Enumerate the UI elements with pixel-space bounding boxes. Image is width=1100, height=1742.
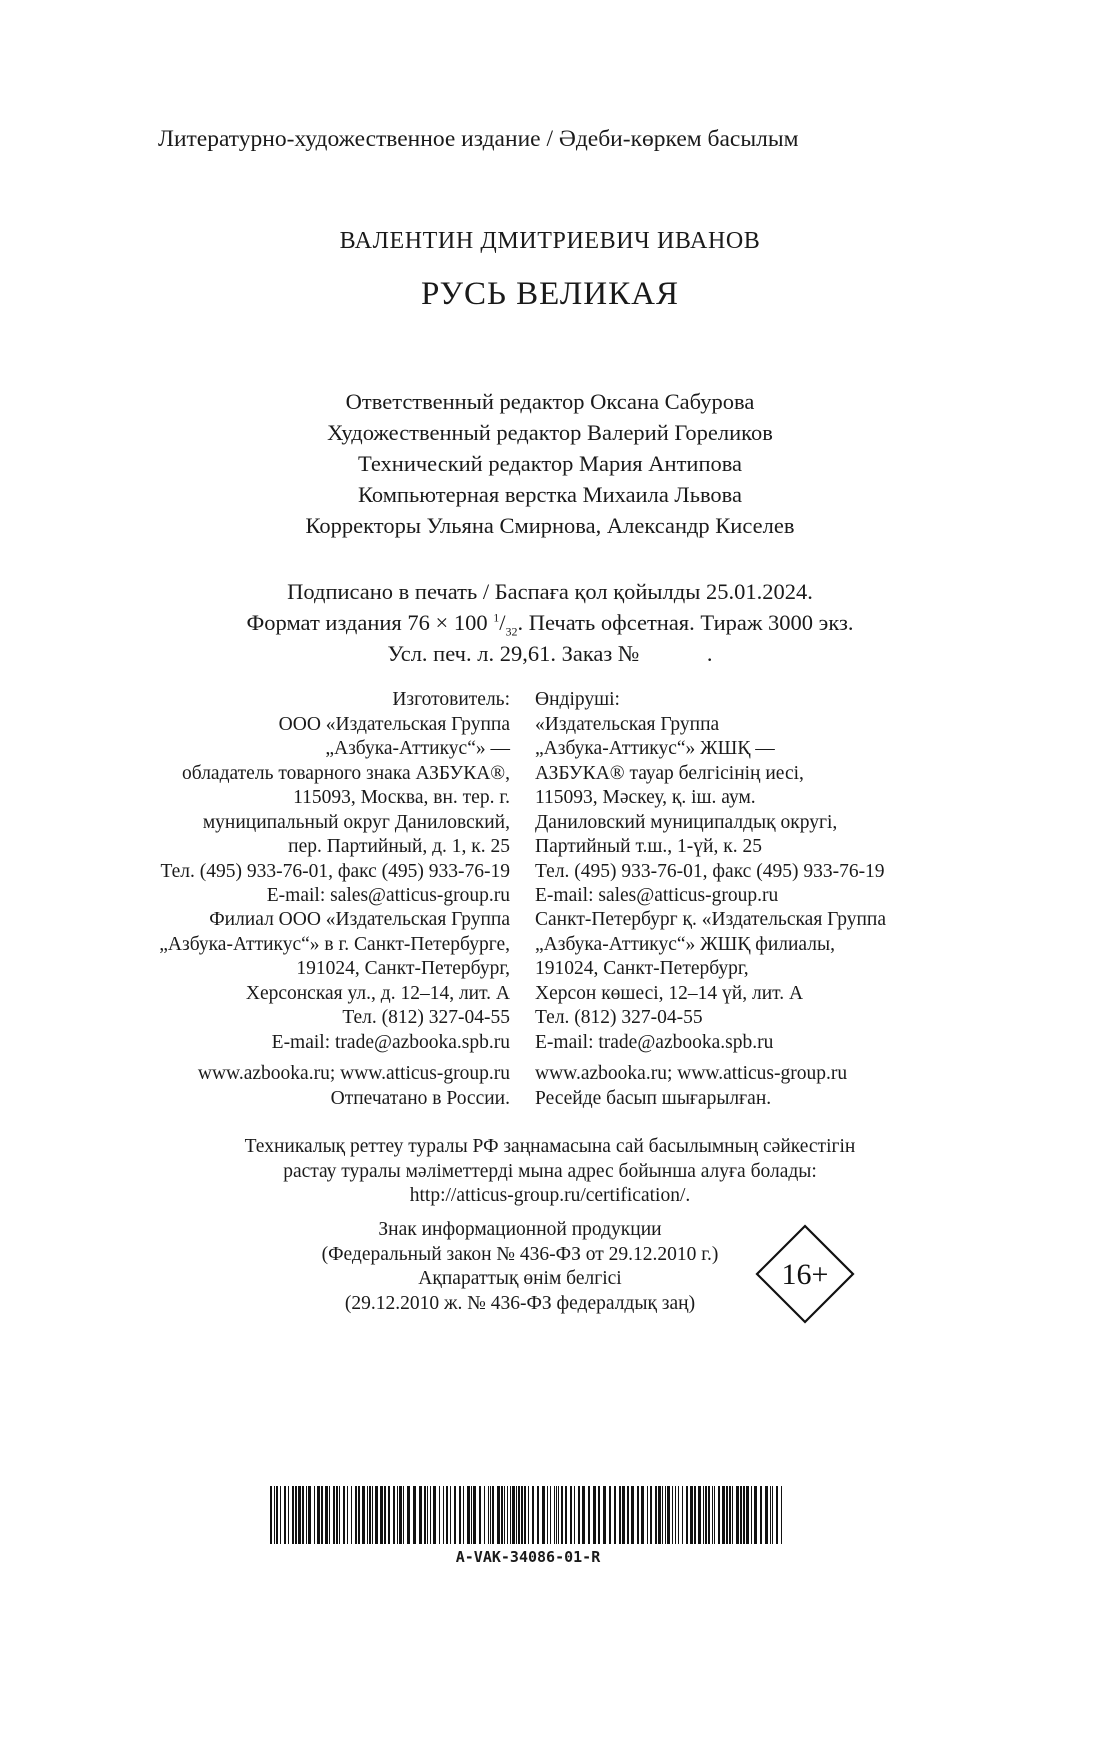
barcode-bar: [375, 1486, 378, 1544]
barcode-bar: [732, 1486, 733, 1544]
text-line: 115093, Москва, вн. тер. г.: [293, 787, 510, 808]
format-suffix: . Печать офсетная. Тираж 3000 экз.: [517, 610, 854, 635]
website-links[interactable]: www.azbooka.ru; www.atticus-group.ru: [535, 1063, 848, 1084]
barcode-bar: [754, 1486, 757, 1544]
web-kz: [535, 1062, 847, 1111]
barcode-bar: [578, 1486, 580, 1544]
barcode-bar: [647, 1486, 648, 1544]
barcode-bar: [718, 1486, 720, 1544]
format-prefix: Формат издания 76 × 100: [246, 610, 494, 635]
barcode-bar: [459, 1486, 461, 1544]
sheets-line: Усл. печ. л. 29,61. Заказ № .: [387, 641, 713, 666]
credit-line: Корректоры Ульяна Смирнова, Александр Киселев: [305, 513, 795, 538]
barcode-bar: [302, 1486, 304, 1544]
age-rating-text: 16+: [781, 1258, 829, 1291]
text-line: ООО «Издательская Группа: [278, 713, 510, 735]
barcode-bar: [473, 1486, 476, 1544]
barcode-bar: [467, 1486, 470, 1544]
barcode-bar: [521, 1486, 523, 1544]
barcode-bar: [743, 1486, 745, 1544]
text-line: пер. Партийный, д. 1, к. 25: [288, 836, 510, 857]
barcode-bar: [314, 1486, 315, 1544]
barcode-bar: [355, 1486, 357, 1544]
barcode-bar: [675, 1486, 676, 1544]
barcode-bar: [450, 1486, 451, 1544]
text-line: Ақпараттық өнім белгісі: [418, 1268, 622, 1289]
email-link[interactable]: E-mail: trade@azbooka.spb.ru: [535, 1031, 774, 1053]
barcode-bar: [372, 1486, 373, 1544]
barcode-bar: [614, 1486, 616, 1544]
text-line: (29.12.2010 ж. № 436-ФЗ федералдық заң): [344, 1292, 696, 1314]
barcode-bar: [712, 1486, 713, 1544]
text-line: Херсон көшесі, 12–14 үй, лит. А: [535, 982, 804, 1004]
barcode-bar: [329, 1486, 330, 1544]
barcode-bar: [280, 1486, 281, 1544]
barcode-bar: [333, 1486, 335, 1544]
barcode-bar: [403, 1486, 404, 1544]
barcode-bar: [292, 1486, 294, 1544]
barcode-bar: [655, 1486, 657, 1544]
barcode-bar: [384, 1486, 386, 1544]
format-num: 1: [493, 610, 500, 625]
text-line: Даниловский муниципалдық округі,: [535, 811, 838, 833]
branch-ru: [159, 908, 510, 1055]
barcode-bar: [471, 1486, 472, 1544]
barcode-bar: [532, 1486, 534, 1544]
barcode-bar: [556, 1486, 557, 1544]
barcode-bar: [284, 1486, 286, 1544]
website-links[interactable]: www.azbooka.ru; www.atticus-group.ru: [197, 1063, 510, 1084]
text-line: „Азбука-Аттикус“» ЖШҚ филиалы,: [535, 933, 835, 955]
barcode-bar: [565, 1486, 567, 1544]
author-name: ВАЛЕНТИН ДМИТРИЕВИЧ ИВАНОВ: [339, 228, 761, 254]
text-line: Филиал ООО «Издательская Группа: [209, 909, 510, 930]
barcode-bar: [288, 1486, 289, 1544]
barcode-bar: [631, 1486, 634, 1544]
text-line: Техникалық реттеу туралы РФ заңнамасына сай басылымның сәйкестігін: [244, 1136, 856, 1157]
barcode-bar: [558, 1486, 559, 1544]
barcode-bar: [726, 1486, 728, 1544]
barcode-bar: [690, 1486, 693, 1544]
barcode-bar: [463, 1486, 464, 1544]
text-line: 191024, Санкт-Петербург,: [535, 958, 749, 979]
text-line: обладатель товарного знака АЗБУКА®,: [182, 762, 510, 784]
barcode-bar: [722, 1486, 725, 1544]
barcode-code: A-VAK-34086-01-R: [455, 1548, 601, 1566]
barcode-bar: [317, 1486, 320, 1544]
barcode-bar: [362, 1486, 365, 1544]
barcode-bar: [501, 1486, 503, 1544]
barcode-bar: [419, 1486, 422, 1544]
text-line: Знак информационной продукции: [378, 1219, 662, 1240]
barcode-bar: [397, 1486, 398, 1544]
barcode-bar: [729, 1486, 731, 1544]
text-line: Тел. (495) 933-76-01, факс (495) 933-76-19: [535, 860, 885, 882]
text-line: Изготовитель:: [392, 689, 510, 710]
barcode-bar: [380, 1486, 383, 1544]
barcode-bar: [407, 1486, 410, 1544]
barcode-bar: [308, 1486, 311, 1544]
email-link[interactable]: E-mail: sales@atticus-group.ru: [266, 885, 510, 906]
text-line: «Издательская Группа: [535, 713, 720, 735]
barcode-bar: [427, 1486, 428, 1544]
barcode-bar: [770, 1486, 771, 1544]
credit-line: Ответственный редактор Оксана Сабурова: [345, 389, 755, 414]
diamond-icon: [755, 1224, 855, 1324]
barcode-bar: [516, 1486, 517, 1544]
barcode-bar: [528, 1486, 529, 1544]
barcode-bar: [609, 1486, 611, 1544]
text-line: муниципальный округ Даниловский,: [202, 811, 510, 833]
barcode-bar: [781, 1486, 782, 1544]
barcode-bar: [574, 1486, 575, 1544]
barcode-bar: [658, 1486, 661, 1544]
barcode-bar: [504, 1486, 505, 1544]
barcode-bar: [588, 1486, 590, 1544]
manufacturer-kz: [535, 688, 885, 909]
text-line: Тел. (812) 327-04-55: [342, 1007, 510, 1028]
text-line: „Азбука-Аттикус“» —: [325, 738, 510, 759]
barcode-bar: [650, 1486, 652, 1544]
barcode-bar: [295, 1486, 297, 1544]
manufacturer-ru: [160, 688, 510, 909]
barcode-bar: [622, 1486, 625, 1544]
barcode-bar: [637, 1486, 639, 1544]
text-line: „Азбука-Аттикус“» в г. Санкт-Петербурге,: [159, 933, 510, 955]
barcode-bar: [537, 1486, 539, 1544]
barcode-bar: [542, 1486, 545, 1544]
text-line: Тел. (812) 327-04-55: [535, 1007, 703, 1028]
barcode-bar: [641, 1486, 644, 1544]
barcode-bar: [714, 1486, 715, 1544]
barcode-bar: [603, 1486, 606, 1544]
barcode-bar: [492, 1486, 494, 1544]
text-line: АЗБУКА® тауар белгісінің иесі,: [535, 762, 804, 784]
series-line: Литературно-художественное издание / Әдеби-көркем басылым: [158, 126, 799, 152]
barcode-bar: [682, 1486, 683, 1544]
text-line: 191024, Санкт-Петербург,: [296, 958, 510, 979]
barcode-bar: [619, 1486, 621, 1544]
web-ru: [198, 1062, 510, 1111]
certification-link[interactable]: http://atticus-group.ru/certification/.: [409, 1185, 691, 1206]
credit-line: Художественный редактор Валерий Гореликов: [327, 420, 773, 445]
barcode-bar: [627, 1486, 629, 1544]
barcode-bar: [443, 1486, 444, 1544]
barcode-bar: [306, 1486, 307, 1544]
barcode-bar: [751, 1486, 752, 1544]
barcode-bar: [446, 1486, 448, 1544]
barcode-bar: [698, 1486, 701, 1544]
barcode-bar: [388, 1486, 390, 1544]
barcode-bar: [518, 1486, 520, 1544]
barcode-bar: [479, 1486, 481, 1544]
barcode-bar: [454, 1486, 456, 1544]
barcode-bar: [705, 1486, 707, 1544]
credit-line: Компьютерная верстка Михаила Львова: [357, 482, 742, 507]
text-line: Өндіруші:: [535, 689, 620, 710]
barcode-bar: [321, 1486, 323, 1544]
book-title: РУСЬ ВЕЛИКАЯ: [421, 276, 679, 312]
barcode-bar: [694, 1486, 696, 1544]
printed-in: Ресейде басып шығарылған.: [535, 1087, 772, 1109]
signed-line: Подписано в печать / Баспаға қол қойылды 25.01.2024.: [287, 579, 813, 604]
barcode-bar: [678, 1486, 679, 1544]
barcode-bar: [367, 1486, 368, 1544]
text-line: „Азбука-Аттикус“» ЖШҚ —: [535, 738, 775, 759]
format-sep: /: [499, 610, 506, 635]
barcode-bar: [662, 1486, 663, 1544]
barcode-bar: [484, 1486, 485, 1544]
age-rating-badge: [755, 1224, 855, 1324]
format-den: 32: [505, 624, 518, 639]
text-line: Санкт-Петербург қ. «Издательская Группа: [535, 909, 886, 930]
barcode-bar: [270, 1486, 272, 1544]
barcode-bar: [550, 1486, 551, 1544]
barcode-bar: [424, 1486, 426, 1544]
barcode-bar: [343, 1486, 345, 1544]
barcode-bar: [736, 1486, 739, 1544]
barcode-bar: [276, 1486, 278, 1544]
barcode-bar: [570, 1486, 572, 1544]
text-line: Партийный т.ш., 1-үй, к. 25: [535, 836, 762, 857]
barcode-bar: [708, 1486, 710, 1544]
barcode-bar: [507, 1486, 508, 1544]
barcode-bar: [358, 1486, 360, 1544]
email-link[interactable]: E-mail: trade@azbooka.spb.ru: [271, 1031, 510, 1053]
barcode-bar: [776, 1486, 778, 1544]
barcode-bar: [351, 1486, 352, 1544]
barcode-bar: [439, 1486, 440, 1544]
barcode: [268, 1486, 788, 1544]
barcode-bar: [488, 1486, 489, 1544]
text-line: Херсонская ул., д. 12–14, лит. А: [245, 982, 510, 1004]
barcode-bar: [430, 1486, 431, 1544]
barcode-bar: [336, 1486, 338, 1544]
text-line: Тел. (495) 933-76-01, факс (495) 933-76-19: [160, 860, 510, 882]
barcode-bar: [582, 1486, 585, 1544]
barcode-bar: [667, 1486, 670, 1544]
barcode-bar: [765, 1486, 768, 1544]
barcode-bar: [686, 1486, 688, 1544]
barcode-bar: [510, 1486, 511, 1544]
barcode-bar: [672, 1486, 673, 1544]
printed-in: Отпечатано в России.: [330, 1087, 510, 1109]
barcode-bar: [497, 1486, 500, 1544]
barcode-bar: [524, 1486, 526, 1544]
barcode-bar: [554, 1486, 555, 1544]
barcode-bar: [298, 1486, 301, 1544]
barcode-bar: [274, 1486, 275, 1544]
credit-line: Технический редактор Мария Антипова: [357, 451, 743, 476]
barcode-bar: [413, 1486, 416, 1544]
barcode-bar: [746, 1486, 749, 1544]
barcode-bar: [561, 1486, 563, 1544]
barcode-bar: [393, 1486, 395, 1544]
barcode-bar: [703, 1486, 704, 1544]
barcode-bar: [347, 1486, 348, 1544]
barcode-bar: [339, 1486, 340, 1544]
barcode-bar: [740, 1486, 742, 1544]
text-line: растау туралы мәліметтерді мына адрес бойынша алуға болады:: [283, 1160, 817, 1182]
barcode-bar: [325, 1486, 328, 1544]
format-line: [0, 610, 1100, 640]
barcode-bar: [490, 1486, 491, 1544]
text-line: 115093, Мәскеу, қ. іш. аум.: [535, 787, 756, 808]
text-line: (Федеральный закон № 436-ФЗ от 29.12.2010 г.): [321, 1243, 719, 1265]
certification-block: [0, 1135, 1100, 1209]
branch-kz: [535, 908, 886, 1055]
barcode-bar: [547, 1486, 548, 1544]
barcode-bar: [772, 1486, 773, 1544]
barcode-bar: [399, 1486, 402, 1544]
barcode-bar: [665, 1486, 666, 1544]
barcode-bars: [268, 1486, 788, 1544]
barcode-bar: [598, 1486, 600, 1544]
barcode-bar: [593, 1486, 596, 1544]
barcode-bar: [760, 1486, 762, 1544]
info-sign-block: [290, 1218, 750, 1316]
barcode-bar: [433, 1486, 436, 1544]
barcode-bar: [512, 1486, 515, 1544]
email-link[interactable]: E-mail: sales@atticus-group.ru: [535, 885, 779, 906]
barcode-bar: [369, 1486, 371, 1544]
